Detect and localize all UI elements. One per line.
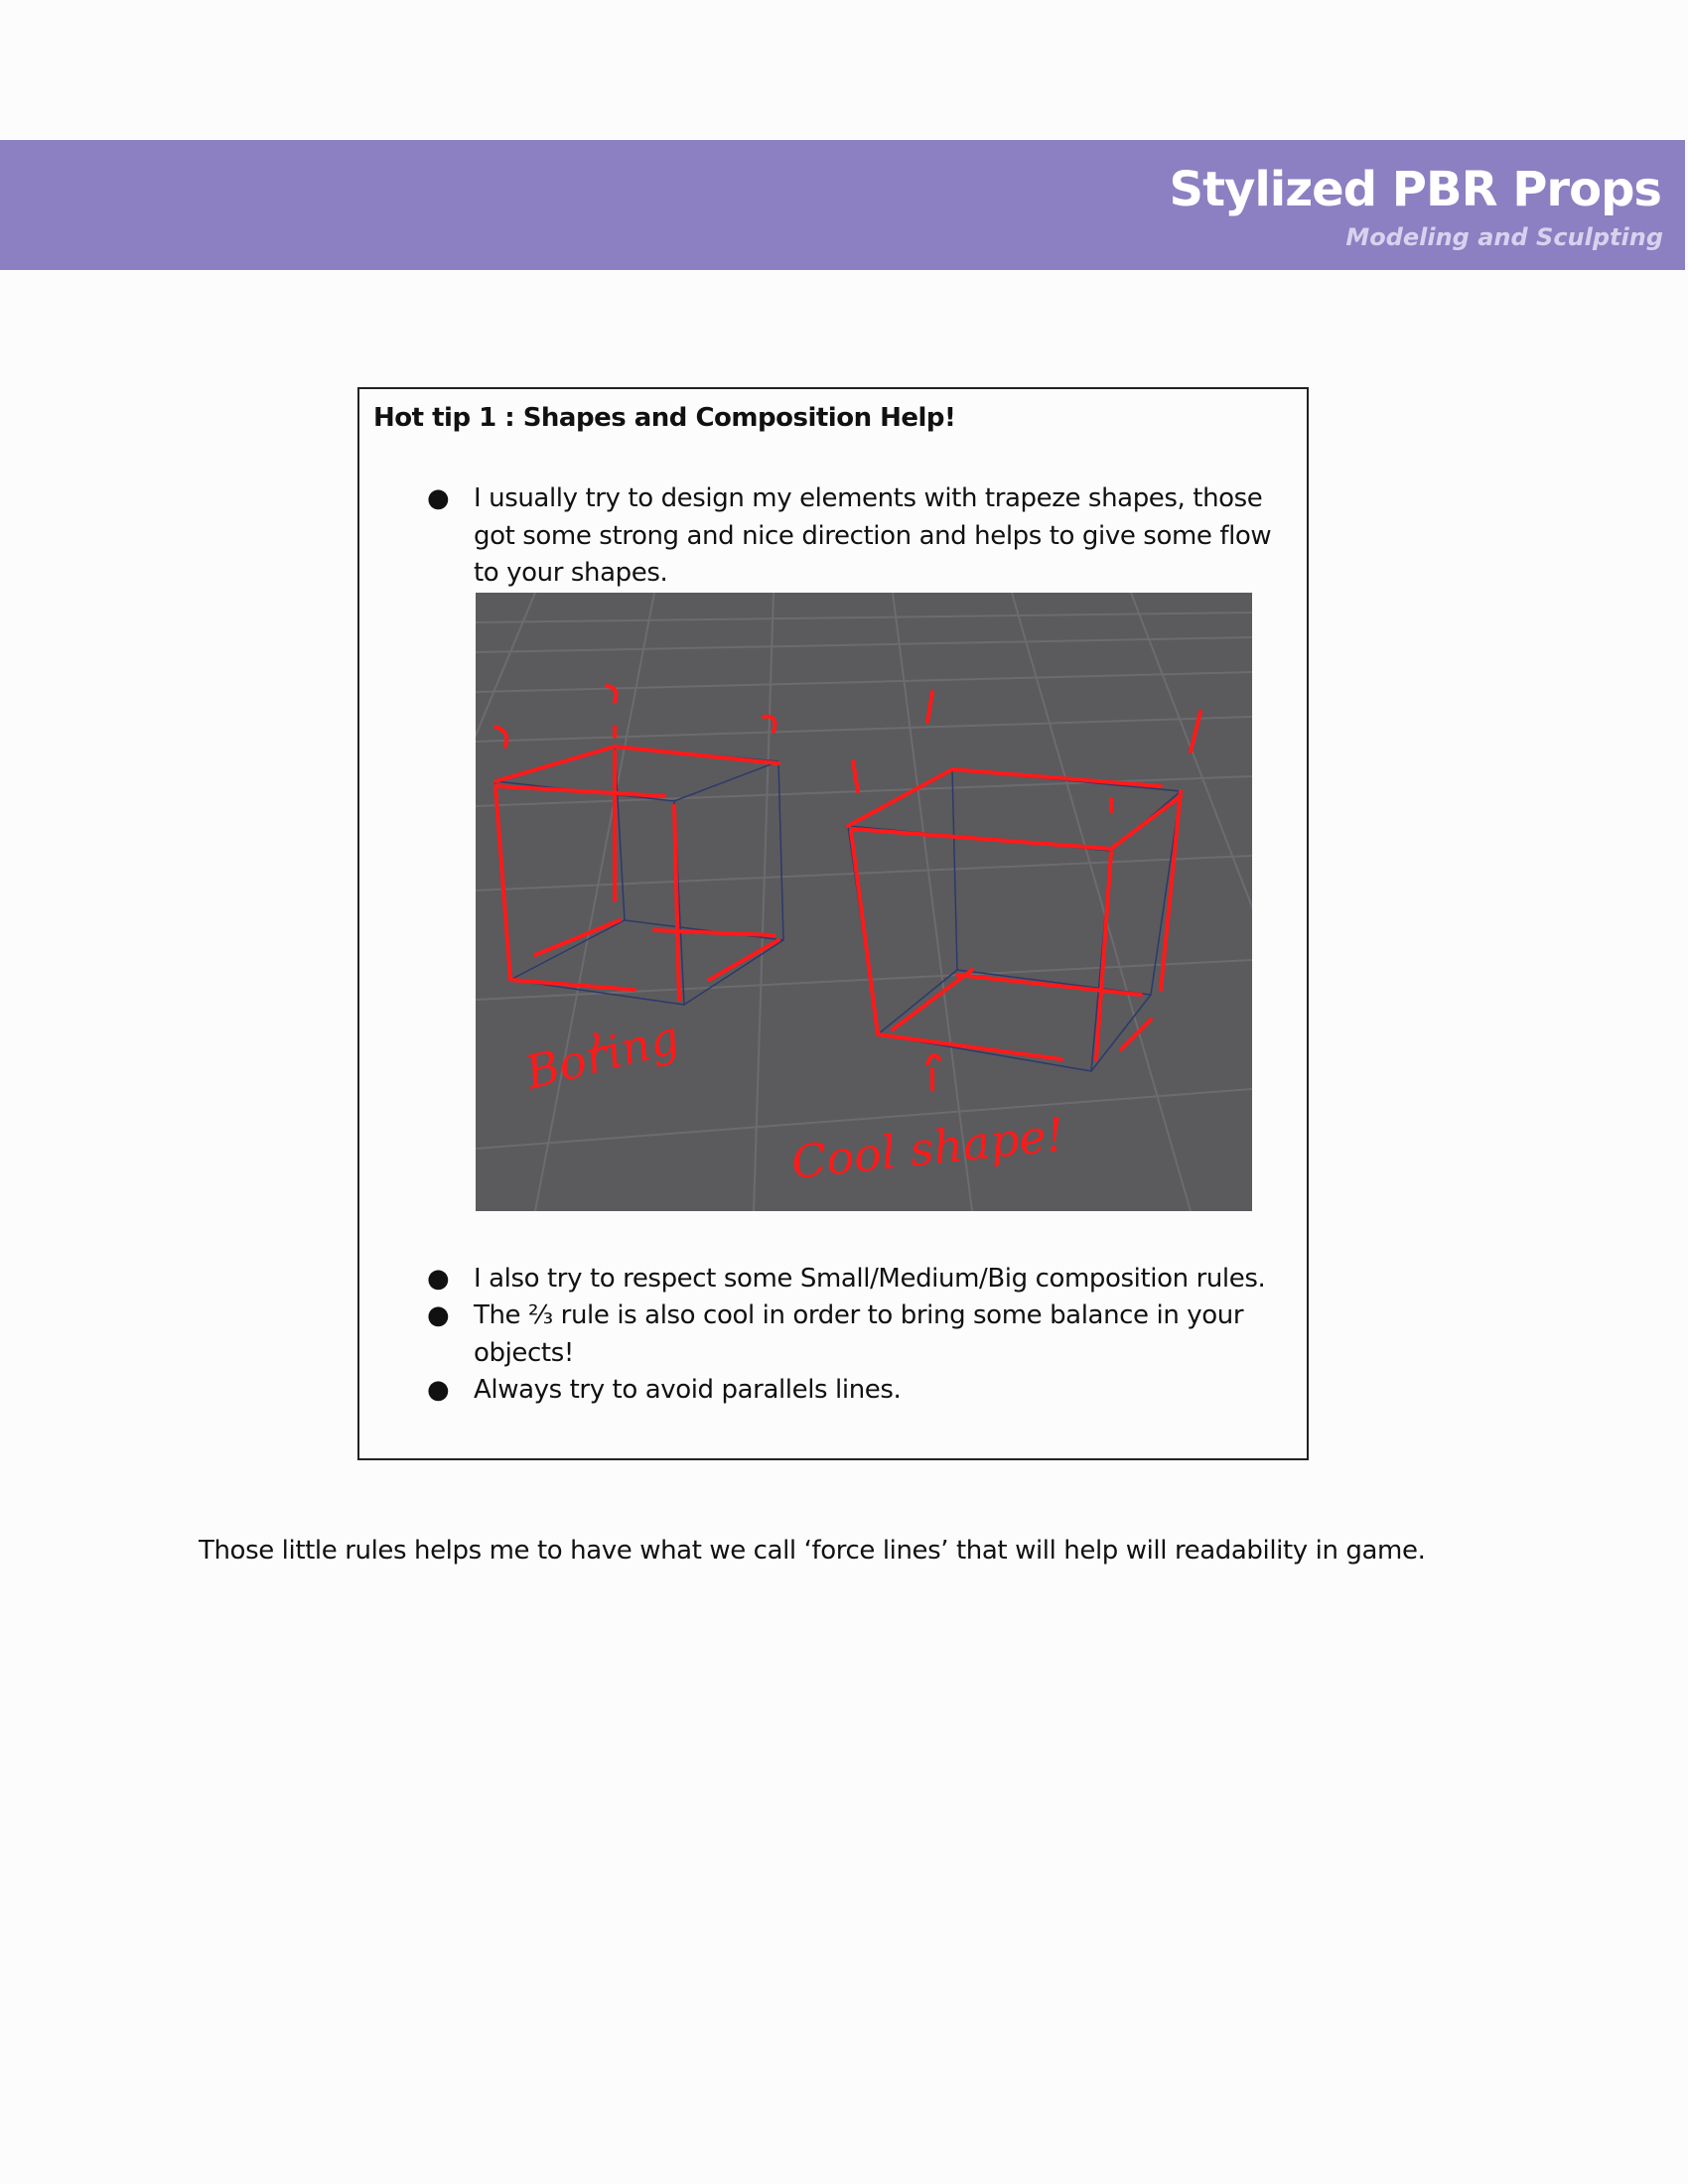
list-item: ● The ⅔ rule is also cool in order to bring some balance in your objects! [474, 1297, 1288, 1372]
header-banner [0, 140, 1685, 270]
bullet-icon: ● [427, 1375, 450, 1405]
list-item: ● I also try to respect some Small/Medium/Big composition rules. [474, 1261, 1288, 1298]
hot-tip-box [357, 387, 1309, 1460]
list-item: ● I usually try to design my elements with trapeze shapes, those got some strong and nice direction and helps to give some flow to your shapes. [474, 480, 1288, 593]
cool-shape-annotation: Cool shape! [788, 1107, 1067, 1189]
bullet-icon: ● [427, 1264, 450, 1294]
bullet-icon: ● [427, 483, 450, 513]
document-title: Stylized PBR Props [1169, 162, 1661, 217]
list-item: ● Always try to avoid parallels lines. [474, 1372, 1288, 1410]
bullet-icon: ● [427, 1300, 450, 1330]
boring-annotation: Boring [519, 1010, 685, 1100]
tip-heading: Hot tip 1 : Shapes and Composition Help! [373, 403, 956, 433]
cube-comparison-image [476, 593, 1252, 1211]
body-paragraph: Those little rules helps me to have what we call ‘force lines’ that will help will readability in game. [199, 1536, 1426, 1566]
document-subtitle: Modeling and Sculpting [1345, 223, 1663, 251]
